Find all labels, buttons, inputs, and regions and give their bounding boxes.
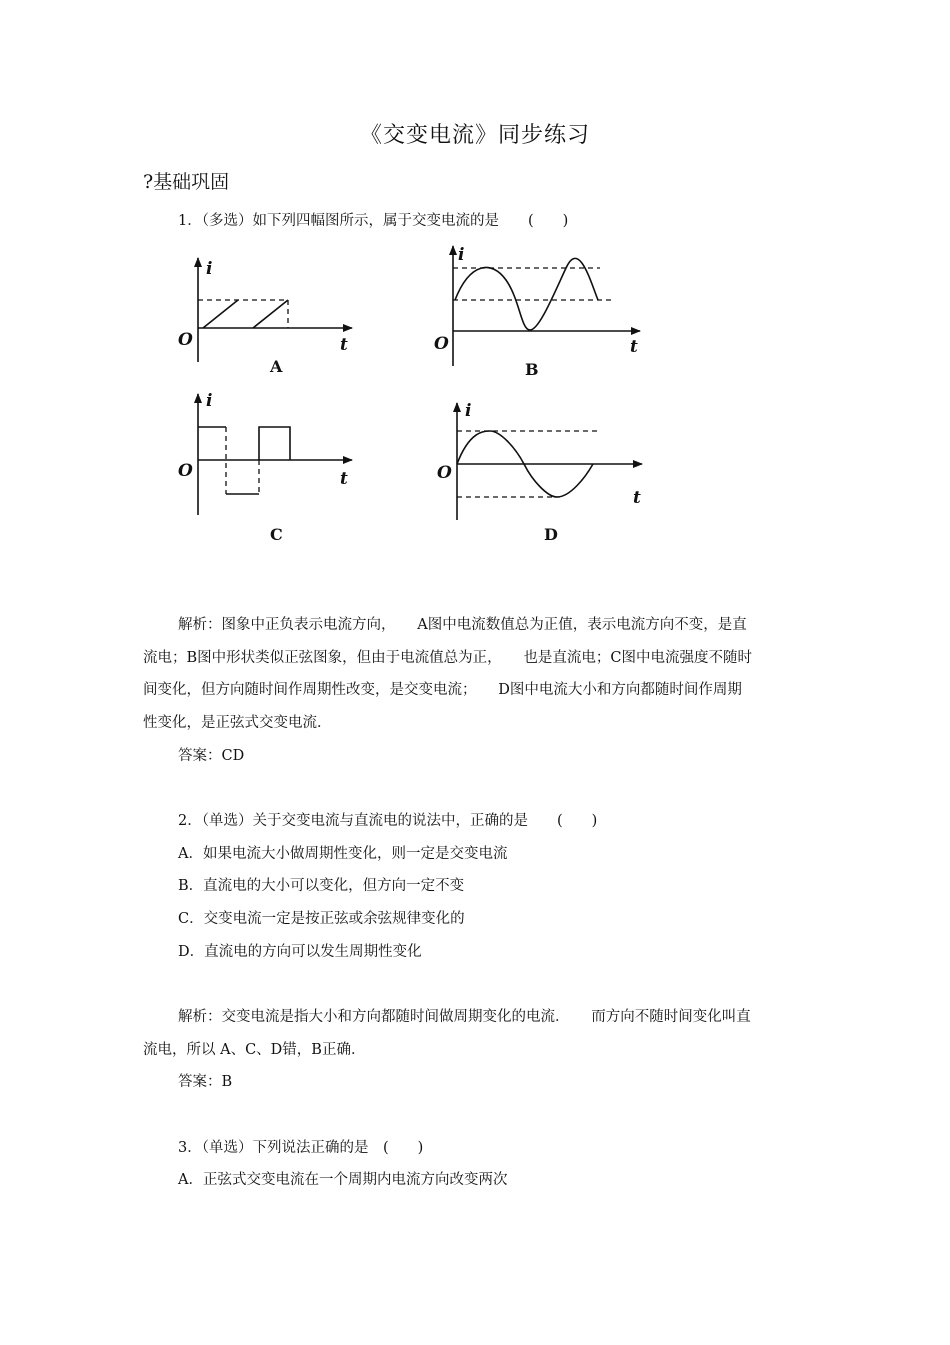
question-2-option-b: B．直流电的大小可以变化，但方向一定不变	[178, 878, 465, 894]
figure-c-origin: O	[178, 461, 193, 481]
question-2-stem: 2．（单选）关于交变电流与直流电的说法中，正确的是 ( )	[178, 813, 598, 829]
page-title: 《交变电流》同步练习	[359, 123, 590, 148]
question-2-analysis-line-2: 流电，所以 A、C、D错，B正确．	[143, 1042, 366, 1058]
question-2-answer: 答案：B	[178, 1074, 233, 1090]
figure-a-y-label: i	[206, 259, 213, 279]
figure-a	[178, 258, 352, 376]
figure-b-y-label: i	[458, 245, 465, 265]
question-1-answer: 答案：CD	[178, 748, 245, 764]
figure-b-caption: B	[525, 360, 539, 379]
figure-a-origin: O	[178, 330, 193, 350]
figure-d-x-label: t	[633, 488, 641, 508]
section-heading: ?基础巩固	[143, 171, 230, 193]
figure-a-ramp-1	[203, 300, 238, 328]
question-3-option-a: A．正弦式交变电流在一个周期内电流方向改变两次	[178, 1172, 508, 1188]
figure-b-origin: O	[434, 334, 449, 354]
figure-c	[178, 391, 352, 544]
figure-b-curve	[455, 258, 598, 330]
question-1-analysis-line-2: 流电；B图中形状类似正弦图象，但由于电流值总为正， 也是直流电；C图中电流强度不随时	[143, 650, 752, 666]
question-2-option-d: D．直流电的方向可以发生周期性变化	[178, 944, 422, 960]
figure-a-caption: A	[270, 357, 283, 376]
figure-a-ramp-2	[253, 300, 288, 328]
figure-a-x-label: t	[340, 335, 348, 355]
figure-b-x-label: t	[630, 337, 638, 357]
figure-d-y-label: i	[465, 401, 472, 421]
figure-c-caption: C	[270, 525, 283, 544]
question-2-option-a: A．如果电流大小做周期性变化，则一定是交变电流	[178, 846, 508, 862]
figure-b	[434, 245, 640, 379]
figure-d-origin: O	[437, 463, 452, 483]
figure-d	[437, 401, 642, 544]
question-1-stem: 1．（多选）如下列四幅图所示，属于交变电流的是 ( )	[178, 213, 569, 229]
figure-c-y-label: i	[206, 391, 213, 411]
figure-d-caption: D	[544, 525, 558, 544]
question-1-analysis-line-3: 间变化，但方向随时间作周期性改变，是交变电流； D图中电流大小和方向都随时间作周期	[143, 682, 742, 698]
question-2-option-c: C．交变电流一定是按正弦或余弦规律变化的	[178, 911, 465, 927]
question-1-analysis-line-1: 解析：图象中正负表示电流方向， A图中电流数值总为正值，表示电流方向不变，是直	[178, 617, 747, 633]
figure-c-x-label: t	[340, 469, 348, 489]
question-3-stem: 3．（单选）下列说法正确的是 ( )	[178, 1140, 424, 1156]
question-2-analysis-line-1: 解析：交变电流是指大小和方向都随时间做周期变化的电流． 而方向不随时间变化叫直	[178, 1009, 751, 1025]
question-1-analysis-line-4: 性变化，是正弦式交变电流．	[143, 715, 332, 731]
